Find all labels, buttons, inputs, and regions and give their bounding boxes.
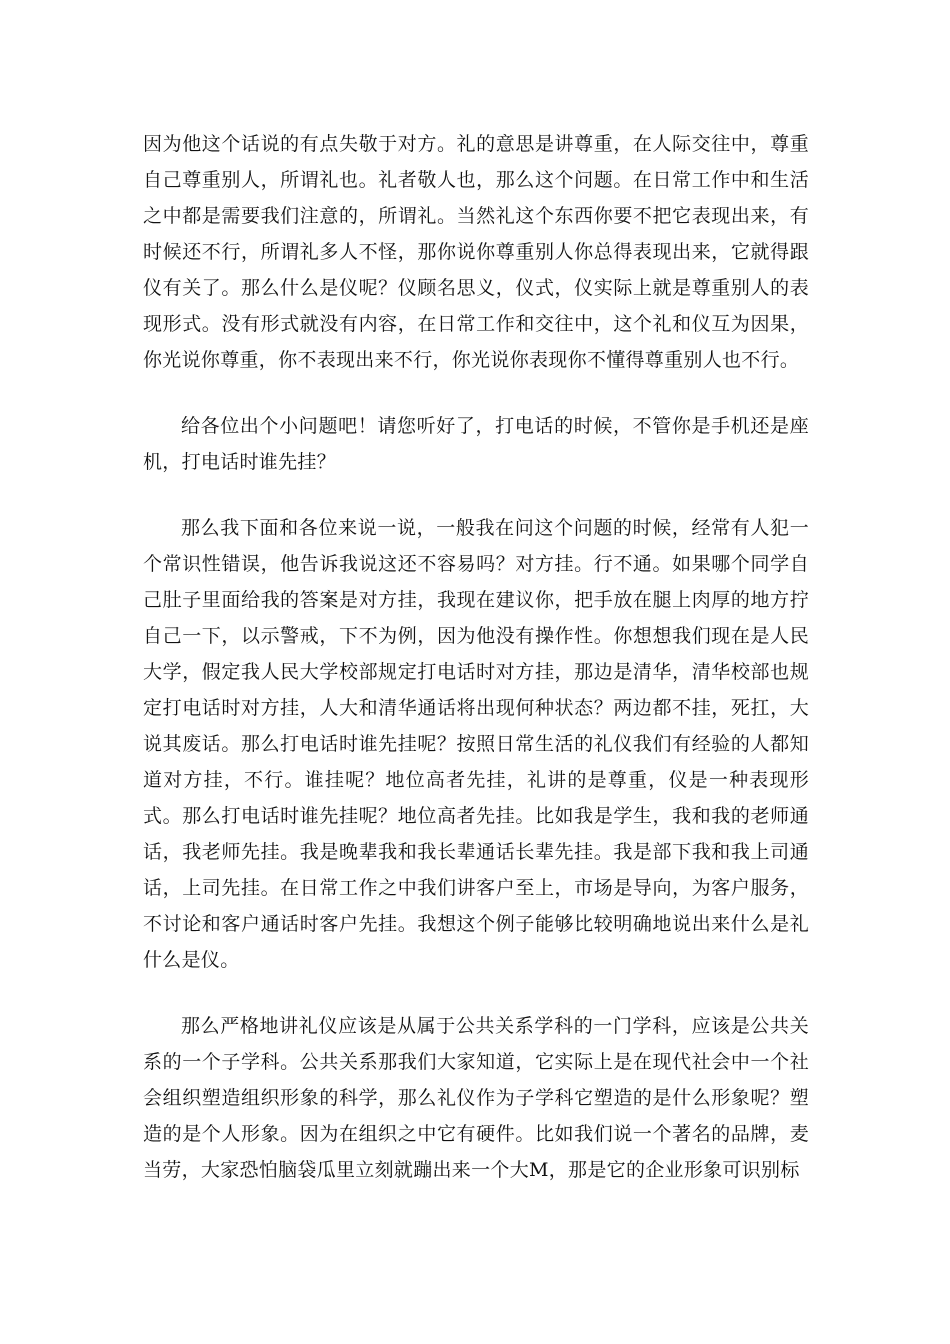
paragraph-2: 给各位出个小问题吧！请您听好了，打电话的时候，不管你是手机还是座机，打电话时谁先挂？ (143, 415, 809, 473)
paragraph-1: 因为他这个话说的有点失敬于对方。礼的意思是讲尊重，在人际交往中，尊重自己尊重别人，所谓礼也。礼者敬人也，那么这个问题。在日常工作中和生活之中都是需要我们注意的，所谓礼。当然礼这个东西你要不把它表现出来，有时候还不行，所谓礼多人不怪，那你说你尊重别人你总得表现出来，它就得跟仪有关了。那么什么是仪呢？仪顾名思义，仪式，仪实际上就是尊重别人的表现形式。没有形式就没有内容，在日常工作和交往中，这个礼和仪互为因果，你光说你尊重，你不表现出来不行，你光说你表现你不懂得尊重别人也不行。 (143, 133, 809, 371)
document-body (143, 126, 809, 1218)
paragraph-3: 那么我下面和各位来说一说，一般我在问这个问题的时候，经常有人犯一个常识性错误，他告诉我说这还不容易吗？对方挂。行不通。如果哪个同学自己肚子里面给我的答案是对方挂，我现在建议你，把手放在腿上肉厚的地方拧自己一下，以示警戒，下不为例，因为他没有操作性。你想想我们现在是人民大学，假定我人民大学校部规定打电话时对方挂，那边是清华，清华校部也规定打电话时对方挂，人大和清华通话将出现何种状态？两边都不挂，死扛，大说其废话。那么打电话时谁先挂呢？按照日常生活的礼仪我们有经验的人都知道对方挂，不行。谁挂呢？地位高者先挂，礼讲的是尊重，仪是一种表现形式。那么打电话时谁先挂呢？地位高者先挂。比如我是学生，我和我的老师通话，我老师先挂。我是晚辈我和我长辈通话长辈先挂。我是部下我和我上司通话，上司先挂。在日常工作之中我们讲客户至上，市场是导向，为客户服务，不讨论和客户通话时客户先挂。我想这个例子能够比较明确地说出来什么是礼什么是仪。 (143, 517, 809, 971)
paragraph-4: 那么严格地讲礼仪应该是从属于公共关系学科的一门学科，应该是公共关系的一个子学科。公共关系那我们大家知道，它实际上是在现代社会中一个社会组织塑造组织形象的科学，那么礼仪作为子学科它塑造的是什么形象呢？塑造的是个人形象。因为在组织之中它有硬件。比如我们说一个著名的品牌，麦当劳，大家恐怕脑袋瓜里立刻就蹦出来一个大M，那是它的企业形象可识别标 (143, 1015, 809, 1181)
